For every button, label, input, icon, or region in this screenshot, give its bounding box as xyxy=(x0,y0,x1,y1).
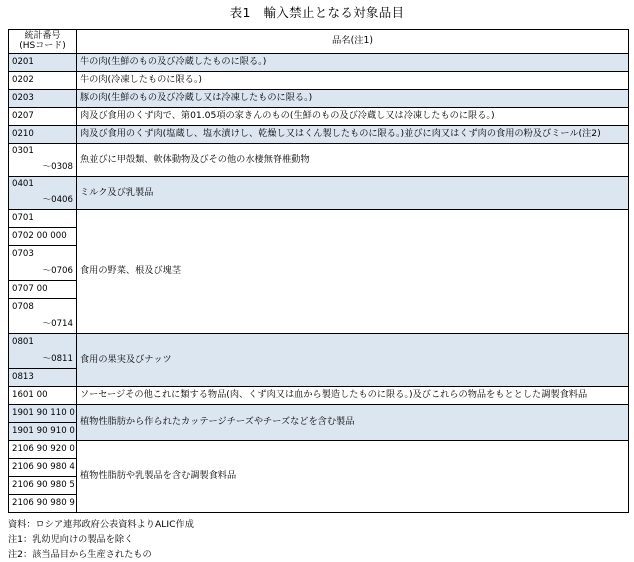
item-description: 食用の野菜、根及び塊茎 xyxy=(77,210,629,334)
item-description: 植物性脂肪や乳製品を含む調製食料品 xyxy=(77,441,629,513)
item-description: ソーセージその他これに類する物品(肉、くず肉又は血から製造したものに限る。)及びこれらの物品をもととした調製食料品 xyxy=(77,387,629,405)
hs-code: 0401 xyxy=(9,177,77,194)
page-title: 表1 輸入禁止となる対象品目 xyxy=(229,5,405,20)
hs-code: 2106 90 980 9 xyxy=(9,495,77,513)
table-row xyxy=(9,334,629,352)
hs-code: 0701 xyxy=(9,210,77,228)
table-row xyxy=(9,72,629,90)
hs-code: 0707 00 xyxy=(9,281,77,299)
note-2: 注2：該当品目から生産されたもの xyxy=(8,549,152,560)
source-note: 資料：ロシア連邦政府公表資料よりALIC作成 xyxy=(8,519,194,530)
table-row xyxy=(9,177,629,194)
hs-code: 0801 xyxy=(9,334,77,352)
table-row xyxy=(9,54,629,72)
header-hs-code: 統計番号 (HSコード) xyxy=(9,30,77,54)
item-description: 魚並びに甲殻類、軟体動物及びその他の水棲無脊椎動物 xyxy=(77,144,629,177)
hs-code: 1901 90 910 0 xyxy=(9,423,77,441)
hs-code: 0708 xyxy=(9,299,77,317)
hs-code: ～0308 xyxy=(9,159,77,177)
hs-code: 0813 xyxy=(9,369,77,387)
hs-code: 0301 xyxy=(9,144,77,160)
note-1: 注1：乳幼児向けの製品を除く xyxy=(8,534,134,545)
table-row xyxy=(9,441,629,459)
hs-code: 1901 90 110 0 xyxy=(9,405,77,423)
item-description: 植物性脂肪から作られたカッテージチーズやチーズなどを含む製品 xyxy=(77,405,629,441)
hs-code: ～0406 xyxy=(9,193,77,210)
footnotes xyxy=(8,517,194,562)
table-header-row xyxy=(9,30,629,54)
hs-code: 2106 90 980 4 xyxy=(9,459,77,477)
hs-code: 0702 00 000 xyxy=(9,228,77,246)
table-row xyxy=(9,108,629,126)
hs-code: 1601 00 xyxy=(9,387,77,405)
hs-code: ～0811 xyxy=(9,351,77,369)
table-row xyxy=(9,126,629,144)
hs-code: ～0714 xyxy=(9,316,77,334)
hs-code: 0207 xyxy=(9,108,77,126)
table-row xyxy=(9,90,629,108)
table-row xyxy=(9,144,629,160)
hs-code: 0202 xyxy=(9,72,77,90)
prohibited-items-table xyxy=(8,29,629,513)
item-description: 肉及び食用のくず肉で、第01.05項の家きんのもの(生鮮のもの及び冷蔵し又は冷凍したものに限る。) xyxy=(77,108,629,126)
hs-code: 0703 xyxy=(9,246,77,264)
table-row xyxy=(9,405,629,423)
item-description: 肉及び食用のくず肉(塩蔵し、塩水漬けし、乾燥し又はくん製したものに限る。)並びに肉又はくず肉の食用の粉及びミール(注2) xyxy=(77,126,629,144)
item-description: 牛の肉(冷凍したものに限る。) xyxy=(77,72,629,90)
item-description: 豚の肉(生鮮のもの及び冷蔵し又は冷凍したものに限る。) xyxy=(77,90,629,108)
hs-code: 2106 90 980 5 xyxy=(9,477,77,495)
item-description: 食用の果実及びナッツ xyxy=(77,334,629,387)
item-description: 牛の肉(生鮮のもの及び冷蔵したものに限る。) xyxy=(77,54,629,72)
hs-code: 0201 xyxy=(9,54,77,72)
hs-code: 0203 xyxy=(9,90,77,108)
header-item-name: 品名(注1) xyxy=(77,30,629,54)
hs-code: ～0706 xyxy=(9,263,77,281)
hs-code: 2106 90 920 0 xyxy=(9,441,77,459)
hs-code: 0210 xyxy=(9,126,77,144)
table-row xyxy=(9,387,629,405)
table-row xyxy=(9,210,629,228)
item-description: ミルク及び乳製品 xyxy=(77,177,629,210)
